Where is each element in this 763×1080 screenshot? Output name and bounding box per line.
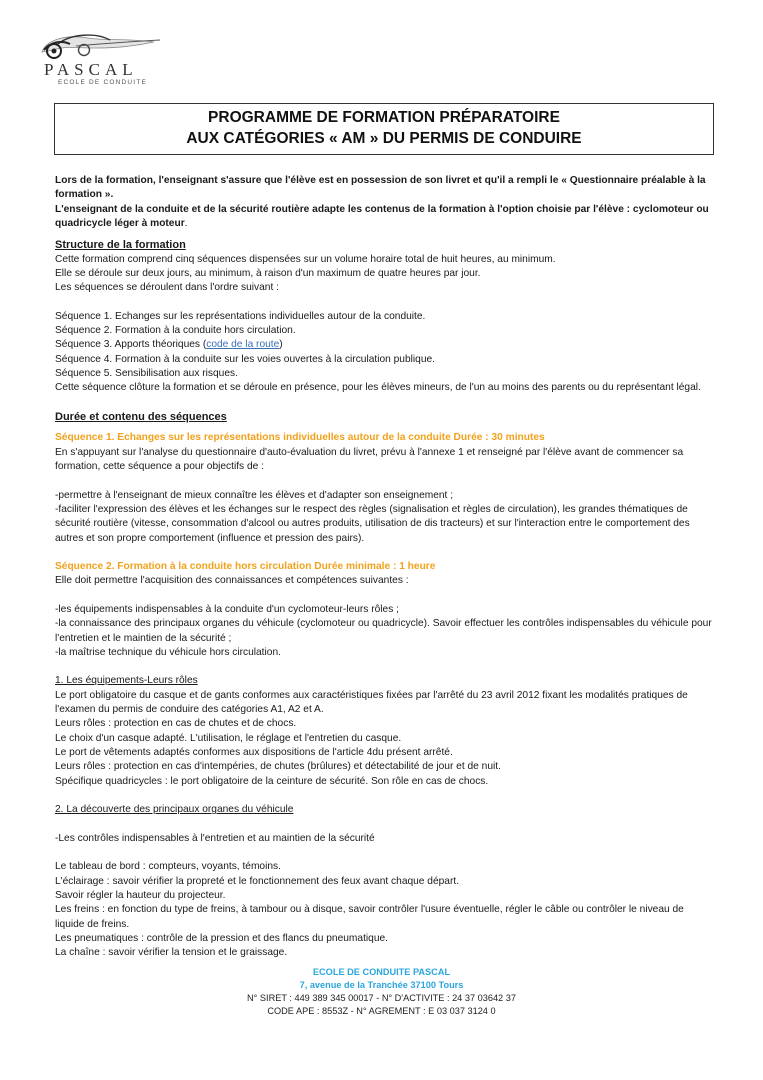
sequence-item-3-close: ) <box>279 339 283 351</box>
intro-paragraph-2 <box>55 203 715 232</box>
footer-school-name: ECOLE DE CONDUITE PASCAL <box>312 967 451 977</box>
intro-paragraph-2-text: L'enseignant de la conduite et de la sécurité routière adapte les contenus de la formation à l'option choisie par l'élève : cyclomoteur ou quadricycle léger à moteur <box>55 203 709 229</box>
sequence-1-bullet: -permettre à l'enseignant de mieux connaître les élèves et d'adapter son enseignement ; <box>55 489 454 501</box>
logo-subtitle: ECOLE DE CONDUITE <box>58 79 148 86</box>
footer-address: 7, avenue de la Tranchée 37100 Tours <box>299 980 464 990</box>
sequence-item-1: Séquence 1. Echanges sur les représentations individuelles autour de la conduite. <box>55 310 426 322</box>
sequence-item-3 <box>55 338 715 352</box>
equipements-line: Leurs rôles : protection en cas d'intempéries, de chutes (brûlures) et détectabilité de jour et de nuit. <box>55 761 501 773</box>
structure-line: Les séquences se déroulent dans l'ordre suivant : <box>55 282 279 294</box>
section-heading-structure: Structure de la formation <box>55 239 186 252</box>
sequence-2-bullet: -la maîtrise technique du véhicule hors circulation. <box>55 646 281 658</box>
sequence-2-title: Séquence 2. Formation à la conduite hors circulation Durée minimale : 1 heure <box>55 561 436 573</box>
equipements-line: Le choix d'un casque adapté. L'utilisation, le réglage et l'entretien du casque. <box>55 732 402 744</box>
footer-siret: N° SIRET : 449 389 345 00017 - N° D'ACTIVITE : 24 37 03642 37 <box>247 993 516 1003</box>
intro-paragraph-1: Lors de la formation, l'enseignant s'assure que l'élève est en possession de son livret et qu'il a rempli le « Questionnaire préalable à la formation ». <box>55 175 706 201</box>
sequence-2-text: Elle doit permettre l'acquisition des connaissances et compétences suivantes : <box>55 575 409 587</box>
sequence-2-bullet: -la connaissance des principaux organes du véhicule (cyclomoteur ou quadricycle). Savoir effectuer les contrôles indispensables du véhicule pour l'entretien et le maintien de la sécurité ; <box>55 618 712 644</box>
title-line-2: AUX CATÉGORIES « AM » DU PERMIS DE CONDUIRE <box>186 130 582 147</box>
sequence-item-4: Séquence 4. Formation à la conduite sur les voies ouvertes à la circulation publique. <box>55 353 435 365</box>
motorbike-logo-icon <box>36 26 166 62</box>
sequence-1-text: En s'appuyant sur l'analyse du questionnaire d'auto-évaluation du livret, prévu à l'annexe 1 et renseigné par l'élève avant de commencer sa formation, cette séquence a pour objectifs de : <box>55 446 684 473</box>
sequence-item-3-text: Séquence 3. Apports théoriques ( <box>55 339 207 351</box>
sequence-item-5: Séquence 5. Sensibilisation aux risques. <box>55 368 238 380</box>
equipements-line: Le port de vêtements adaptés conformes aux dispositions de l'article 4du présent arrêté. <box>55 746 453 758</box>
subheading-organes: 2. La découverte des principaux organes du véhicule <box>55 804 294 816</box>
code-de-la-route-link[interactable]: code de la route <box>206 339 280 351</box>
sequence-1-title: Séquence 1. Echanges sur les représentations individuelles autour de la conduite Durée : 30 minutes <box>55 432 545 444</box>
logo-name: PASCAL <box>44 60 138 79</box>
sequence-2-bullet: -les équipements indispensables à la conduite d'un cyclomoteur-leurs rôles ; <box>55 603 399 615</box>
organes-line: L'éclairage : savoir vérifier la propreté et le fonctionnement des feux avant chaque départ. <box>55 875 460 887</box>
page-footer <box>0 966 763 1018</box>
equipements-line: Leurs rôles : protection en cas de chutes et de chocs. <box>55 718 297 730</box>
school-logo <box>36 26 166 88</box>
equipements-line: Le port obligatoire du casque et de gants conformes aux caractéristiques fixées par l'arrêté du 23 avril 2012 fixant les modalités pratiques de l'examen du permis de conduire des catégories A1, A2 et A. <box>55 689 688 716</box>
organes-line: Les pneumatiques : contrôle de la pression et des flancs du pneumatique. <box>55 932 389 944</box>
organes-line: Savoir régler la hauteur du projecteur. <box>55 889 226 901</box>
equipements-line: Spécifique quadricycles : le port obligatoire de la ceinture de sécurité. Son rôle en cas de chocs. <box>55 775 489 787</box>
structure-line: Elle se déroule sur deux jours, au minimum, à raison d'un maximum de quatre heures par jour. <box>55 267 481 279</box>
organes-intro: -Les contrôles indispensables à l'entretien et au maintien de la sécurité <box>55 832 375 844</box>
organes-line: La chaîne : savoir vérifier la tension et le graissage. <box>55 947 288 959</box>
structure-closing: Cette séquence clôture la formation et se déroule en présence, pour les élèves mineurs, de l'un au moins des parents ou du représentant légal. <box>55 382 701 394</box>
document-title-box <box>54 103 714 155</box>
organes-line: Le tableau de bord : compteurs, voyants, témoins. <box>55 861 281 873</box>
subheading-equipements: 1. Les équipements-Leurs rôles <box>55 675 198 687</box>
sequence-1-bullet: -faciliter l'expression des élèves et les échanges sur le respect des règles (signalisation et règles de circulation), les grandes thématiques de sécurité routière (vitesse, consommation d'alcool ou autres produits, utilisation de dis tracteurs) et sur l'interaction entre le comportement des autres et son propre comportement (influence et pression des pairs). <box>55 503 690 544</box>
structure-line: Cette formation comprend cinq séquences dispensées sur un volume horaire total de huit heures, au minimum. <box>55 253 556 265</box>
section-heading-duree: Durée et contenu des séquences <box>55 410 227 423</box>
organes-line: Les freins : en fonction du type de freins, à tambour ou à disque, savoir contrôler l'usure éventuelle, régler le câble ou contrôler le niveau de liquide de freins. <box>55 904 684 930</box>
title-line-1: PROGRAMME DE FORMATION PRÉPARATOIRE <box>208 109 560 126</box>
document-body <box>55 174 715 960</box>
sequence-item-2: Séquence 2. Formation à la conduite hors circulation. <box>55 325 296 337</box>
intro-paragraph-2-end: . <box>184 217 188 229</box>
footer-ape: CODE APE : 8553Z - N° AGREMENT : E 03 037 3124 0 <box>267 1006 496 1016</box>
